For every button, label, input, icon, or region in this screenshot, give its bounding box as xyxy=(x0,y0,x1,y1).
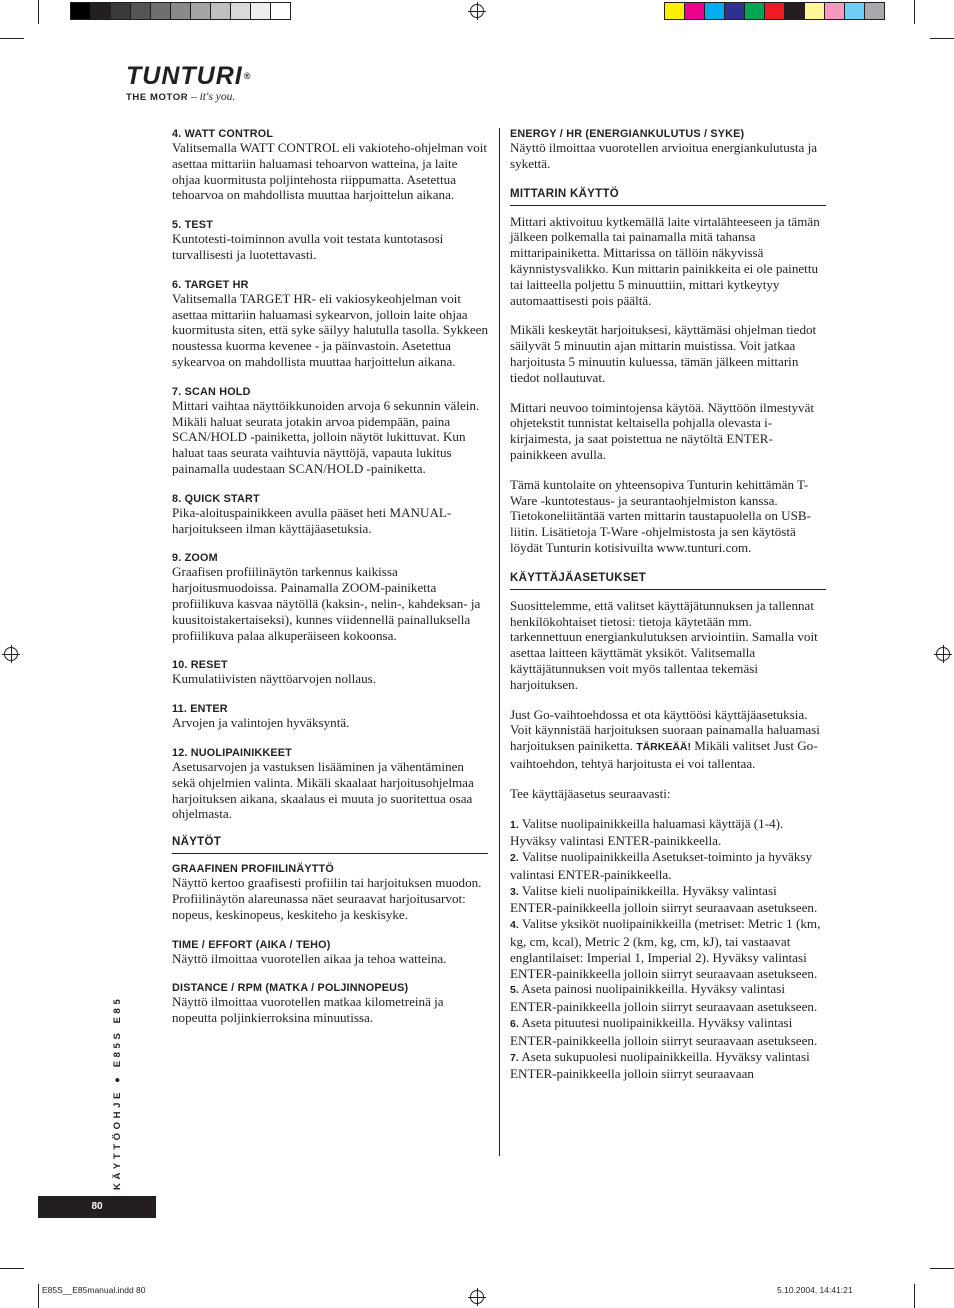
section-title: MITTARIN KÄYTTÖ xyxy=(510,188,826,206)
step-text: Valitse kieli nuolipainikkeilla. Hyväksy valintasi ENTER-painikkeella jolloin siirryt seuraavaan asetukseen. xyxy=(510,882,818,916)
paragraph: Mikäli keskeytät harjoituksesi, käyttämäsi ohjelman tiedot säilyvät 5 minuutin ajan mittarin muistissa. Voit jatkaa harjoitusta 5 minuutin kuluessa, tämän jälkeen mittarin tiedot nollautuvat. xyxy=(510,322,817,385)
block-text: Näyttö ilmoittaa vuorotellen arvioitua energiankulutusta ja sykettä. xyxy=(510,140,818,171)
block-text: Graafisen profiilinäytön tarkennus kaikissa harjoitusmuodoissa. Painamalla ZOOM-painiketta profiilikuva kasvaa näytöllä (kaksin-, nelin-, kahdeksan- ja kuusitoistakertaiseksi), kunnes viidennellä painalluksella profiilikuva palaa alkuperäiseen kokoonsa. xyxy=(172,564,481,643)
tunturi-logo xyxy=(126,64,251,104)
function-block xyxy=(172,386,488,477)
registered-mark: ® xyxy=(243,71,252,81)
block-text: Näyttö ilmoittaa vuorotellen aikaa ja tehoa watteina. xyxy=(172,950,447,966)
setup-step xyxy=(510,883,826,917)
important-label: TÄRKEÄÄ! xyxy=(636,741,692,754)
step-text: Valitse yksiköt nuolipainikkeilla (metriset: Metric 1 (km, kg, cm, kcal), Metric 2 (km, kg, cm, kJ), tai vastaavat englantilaiset: Imperial 1, Imperial 2). Hyväksy valintasi ENTER-painikkeella jolloin siirryt seuraavaan asetukseen. xyxy=(510,916,821,981)
setup-step xyxy=(510,849,826,883)
gray-swatch xyxy=(150,2,171,20)
function-block xyxy=(172,747,488,822)
step-number: 6. xyxy=(510,1018,519,1031)
gray-swatch xyxy=(90,2,111,20)
gray-swatch xyxy=(130,2,151,20)
block-text: Arvojen ja valintojen hyväksyntä. xyxy=(172,715,350,731)
crop-mark xyxy=(0,1268,24,1269)
energy-block xyxy=(510,128,826,172)
step-number: 4. xyxy=(510,919,519,932)
paragraph: Mittari neuvoo toimintojensa käytöä. Näyttöön ilmestyvät ohjetekstit tunnistat keltaisella pohjalla olevasta i-kirjaimesta, ja saat poistettua ne näytöltä ENTER-painikkeen avulla. xyxy=(510,399,815,462)
gray-swatch xyxy=(210,2,231,20)
block-text: Asetusarvojen ja vastuksen lisääminen ja vähentäminen sekä ohjelmien valinta. Mikäli skaalaat harjoitusohjelmaa harjoituksen aikana, skaalaus ei muuta jo suoritettua osaa ohjelmasta. xyxy=(172,758,474,822)
step-number: 7. xyxy=(510,1051,519,1064)
function-block xyxy=(172,493,488,537)
footer-file-slug: E85S__E85manual.indd 80 xyxy=(42,1285,146,1295)
block-heading: ENERGY / HR (ENERGIANKULUTUS / SYKE) xyxy=(510,128,745,140)
color-swatch xyxy=(804,2,825,20)
setup-step xyxy=(510,916,826,981)
color-swatch xyxy=(824,2,845,20)
step-text: Valitse nuolipainikkeilla haluamasi käyttäjä (1-4). Hyväksy valintasi ENTER-painikkeella. xyxy=(510,815,784,849)
block-heading: 9. ZOOM xyxy=(172,552,218,565)
color-swatch xyxy=(844,2,865,20)
gray-swatch xyxy=(70,2,91,20)
registration-mark-icon xyxy=(470,1290,484,1304)
side-running-label: KÄYTTÖOHJE ● E85S E85 xyxy=(112,995,123,1190)
block-text: Näyttö kertoo graafisesti profiilin tai harjoituksen muodon. Profiilinäytön alareunassa näet seuraavat harjoitusarvot: nopeus, keskinopeus, keskiteho ja keskisyke. xyxy=(172,875,482,922)
right-column xyxy=(510,128,826,1082)
function-block xyxy=(172,659,488,687)
block-heading: 10. RESET xyxy=(172,659,228,672)
section-title: NÄYTÖT xyxy=(172,836,488,854)
step-number: 3. xyxy=(510,885,519,898)
registration-mark-icon xyxy=(4,647,18,661)
block-text: Kuntotesti-toiminnon avulla voit testata kuntotasosi turvallisesti ja luotettavasti. xyxy=(172,231,444,262)
paragraph xyxy=(510,707,826,772)
registration-mark-icon xyxy=(936,647,950,661)
setup-step xyxy=(510,816,826,850)
block-heading: DISTANCE / RPM (MATKA / POLJINNOPEUS) xyxy=(172,982,409,995)
color-swatch xyxy=(864,2,885,20)
gray-swatch xyxy=(270,2,291,20)
block-heading: GRAAFINEN PROFIILINÄYTTÖ xyxy=(172,863,334,876)
step-number: 5. xyxy=(510,984,519,997)
section-kayttajaasetukset xyxy=(510,572,826,1083)
crop-mark xyxy=(38,1284,39,1308)
color-swatch xyxy=(784,2,805,20)
block-heading: 6. TARGET HR xyxy=(172,278,249,291)
setup-step xyxy=(510,1049,826,1083)
step-text: Aseta pituutesi nuolipainikkeilla. Hyväksy valintasi ENTER-painikkeella jolloin siirryt seuraavaan asetukseen. xyxy=(510,1015,818,1048)
block-heading: 12. NUOLIPAINIKKEET xyxy=(172,746,292,759)
logo-tagline xyxy=(126,91,251,104)
gray-swatch xyxy=(190,2,211,20)
page-number: 80 xyxy=(38,1196,156,1218)
block-heading: 5. TEST xyxy=(172,219,213,232)
function-block xyxy=(172,552,488,643)
setup-step xyxy=(510,981,826,1015)
color-swatch xyxy=(724,2,745,20)
tagline-motor: THE MOTOR xyxy=(126,92,189,103)
crop-mark xyxy=(914,1284,915,1308)
display-block xyxy=(172,863,488,922)
color-swatch xyxy=(744,2,765,20)
crop-mark xyxy=(914,0,915,24)
block-text: Pika-aloituspainikkeen avulla pääset heti MANUAL-harjoitukseen ilman käyttäjäasetuksia. xyxy=(172,504,452,536)
block-text: Kumulatiivisten näyttöarvojen nollaus. xyxy=(172,671,377,687)
block-heading: 7. SCAN HOLD xyxy=(172,385,251,398)
step-number: 1. xyxy=(510,818,519,831)
color-swatch xyxy=(664,2,685,20)
function-block xyxy=(172,279,488,370)
crop-mark xyxy=(930,1268,954,1269)
tagline-you: – it's you. xyxy=(190,91,236,103)
block-text: Mittari vaihtaa näyttöikkunoiden arvoja 6 sekunnin välein. Mikäli haluat seurata jotakin arvoa pidempään, paina SCAN/HOLD -painiketta, jolloin näytöt lukittuvat. Kun haluat taas seurata vaihtuvia näyttöjä, vapauta lukitus painamalla uudestaan SCAN/HOLD -painiketta. xyxy=(172,397,480,476)
step-text: Valitse nuolipainikkeilla Asetukset-toiminto ja hyväksy valintasi ENTER-painikkeella. xyxy=(510,849,813,882)
step-text: Aseta sukupuolesi nuolipainikkeilla. Hyväksy valintasi ENTER-painikkeella jolloin siirryt seuraavaan xyxy=(510,1048,810,1082)
crop-mark xyxy=(38,0,39,24)
display-block xyxy=(172,939,488,967)
paragraph-text: Just Go-vaihtoehdossa et ota käyttöösi käyttäjäasetuksia. Voit käynnistää harjoituksen suoraan painamalla haluamasi harjoituksen painiketta. xyxy=(510,706,820,754)
color-swatch xyxy=(684,2,705,20)
paragraph: Tämä kuntolaite on yhteensopiva Tunturin kehittämän T-Ware -kuntotestaus- ja seurantaohjelmiston kanssa. Tietokoneliitäntää varten mittarin taustapuolella on USB-liitin. Lisätietoja T-Ware -ohjelmistosta ja sen käytöstä löydät Tunturin kotisivuilta www.tunturi.com. xyxy=(510,476,811,555)
block-heading: 4. WATT CONTROL xyxy=(172,128,274,140)
function-block xyxy=(172,219,488,263)
crop-mark xyxy=(0,38,24,39)
color-swatch xyxy=(764,2,785,20)
step-text: Aseta painosi nuolipainikkeilla. Hyväksy valintasi ENTER-painikkeella jolloin siirryt seuraavaan asetukseen. xyxy=(510,981,818,1015)
color-swatch xyxy=(704,2,725,20)
function-block xyxy=(172,703,488,731)
logo-wordmark: TUNTURI xyxy=(126,62,243,90)
registration-mark-icon xyxy=(470,4,484,18)
gray-swatch xyxy=(110,2,131,20)
display-block xyxy=(172,982,488,1026)
left-column xyxy=(172,128,488,1026)
paragraph: Suosittelemme, että valitset käyttäjätunnuksen ja tallennat henkilökohtaiset tietosi: tietoja käytetään mm. tarkennettuun energiankulutuksen arviointiin. Samalla voit asettaa laitteen käyttämät yksiköt. Valitsemalla käyttäjätunnuksen voit myös tallentaa tekemäsi harjoituksen. xyxy=(510,597,818,692)
gray-swatch xyxy=(250,2,271,20)
paragraph: Tee käyttäjäasetus seuraavasti: xyxy=(510,785,671,801)
block-text: Valitsemalla TARGET HR- eli vakiosykeohjelman voit asettaa mittariin haluamasi sykearvon, jolloin laite ohjaa kuormitusta siten, että syke säilyy halutulla tasolla. Sykkeen noustessa kuorma kevenee - ja päinvastoin. Asetettua sykearvoa on mahdollista muuttaa harjoittelun aikana. xyxy=(172,290,489,369)
step-number: 2. xyxy=(510,852,519,865)
column-divider xyxy=(499,128,500,1156)
block-heading: 8. QUICK START xyxy=(172,492,260,505)
gray-swatch xyxy=(170,2,191,20)
section-title: KÄYTTÄJÄASETUKSET xyxy=(510,572,826,590)
paragraph-text: Mikäli valitset Just Go-vaihtoehdon, tehtyä harjoitusta ei voi tallentaa. xyxy=(510,738,818,771)
footer-timestamp: 5.10.2004, 14:41:21 xyxy=(777,1285,853,1295)
section-mittarin-kaytto xyxy=(510,188,826,556)
function-block xyxy=(172,128,488,203)
section-naytot xyxy=(172,836,488,1026)
gray-swatch xyxy=(230,2,251,20)
paragraph: Mittari aktivoituu kytkemällä laite virtalähteeseen ja tämän jälkeen polkemalla tai painamalla mitä tahansa mittaripainiketta. Mittarissa on tällöin näkyvissä käynnistysvalikko. Kun mittarin painikkeita ei ole painettu tai laitteella poljettu 5 minuuttiin, mittari kytkeytyy automaattisesti pois päältä. xyxy=(510,213,820,308)
block-heading: TIME / EFFORT (AIKA / TEHO) xyxy=(172,938,331,951)
block-text: Valitsemalla WATT CONTROL eli vakioteho-ohjelman voit asettaa mittariin haluamasi tehoarvon watteina, ja laite ohjaa kuormitusta poljintehosta riippumatta. Asetettua tehoarvoa on mahdollista muuttaa harjoittelun aikana. xyxy=(172,140,488,203)
crop-mark xyxy=(930,38,954,39)
block-text: Näyttö ilmoittaa vuorotellen matkaa kilometreinä ja nopeutta poljinkierroksina minuutissa. xyxy=(172,994,444,1026)
block-heading: 11. ENTER xyxy=(172,703,228,716)
setup-step xyxy=(510,1015,826,1049)
